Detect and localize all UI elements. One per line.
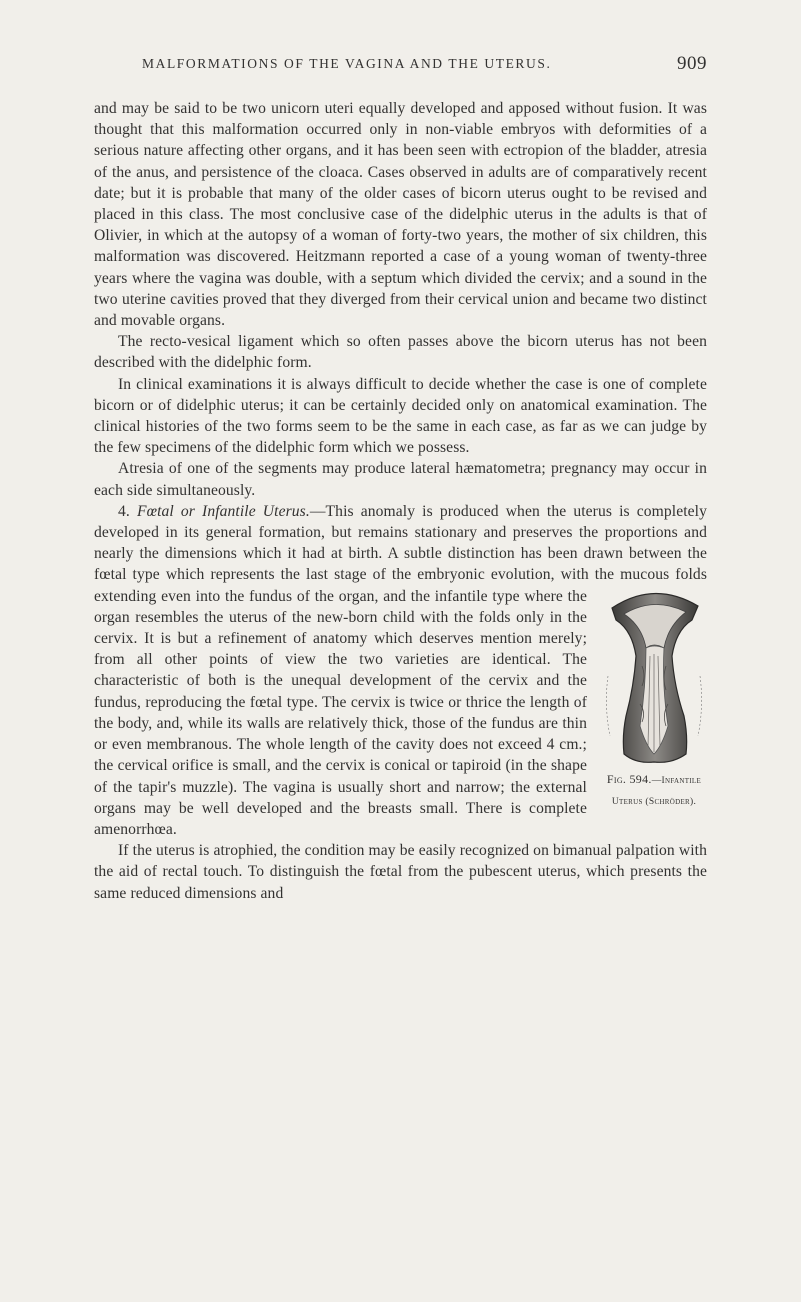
figure-594 <box>601 586 707 810</box>
body-text <box>94 98 707 904</box>
figure-caption-text: —Infantile Uterus <box>611 775 702 807</box>
page-number: 909 <box>677 53 707 74</box>
section-4-second-part: where the organ resembles the uterus of the new-born child with the folds only in the cervix. It is but a refinement of anatomy which deserves mention merely; from all other points of view the two varieties are identical. The characteristic of both is the unequal development of the cervix and the fundus, reproducing the fœtal type. The cervix is twice or thrice the length of the body, and, while its walls are relatively thick, those of the fundus are thin or even membranous. The whole length of the cavity does not exceed 4 cm.; the cervical orifice is small, and the cervix is conical or tapiroid (in the shape of the tapir's muzzle). The vagina is usually short and narrow; the external organs may be well developed and the breasts small. There is complete amenorrhœa. <box>94 587 587 838</box>
figure-label: Fig. 594. <box>606 771 652 786</box>
figure-attribution: (Schröder). <box>645 796 697 807</box>
paragraph: Atresia of one of the segments may produce lateral hæmatometra; pregnancy may occur in each side simultaneously. <box>94 460 707 499</box>
section-4-first-part: —This anomaly is produced when the uterus is completely developed in its general formation, but remains stationary and preserves the proportions and nearly the dimensions which it had at birth. A subtle distinction has been drawn between the fœtal type which represents the last stage of the embryonic evolution, with the mucous folds extending even into the fundus of the organ, and the infantile type <box>94 502 708 605</box>
section-number: 4. <box>118 502 130 520</box>
infantile-uterus-illustration <box>602 586 706 768</box>
running-head-title: MALFORMATIONS OF THE VAGINA AND THE UTERUS. <box>142 56 552 71</box>
paragraph: If the uterus is atrophied, the condition may be easily recognized on bimanual palpation with the aid of rectal touch. To distinguish the fœtal from the pubescent uterus, which presents the same reduced dimensions and <box>94 842 707 902</box>
paragraph: The recto-vesical ligament which so often passes above the bicorn uterus has not been described with the didelphic form. <box>94 333 707 372</box>
paragraph: In clinical examinations it is always difficult to decide whether the case is one of complete bicorn or of didelphic uterus; it can be certainly decided only on anatomical examination. The clinical histories of the two forms seem to be the same in each case, as far as we can judge by the few specimens of the didelphic form which we possess. <box>94 375 707 457</box>
section-heading: Fœtal or Infantile Uterus. <box>136 502 310 520</box>
paragraph: and may be said to be two unicorn uteri equally developed and apposed without fusion. It was thought that this malformation occurred only in non-viable embryos with deformities of a serious nature affecting other organs, and it has been seen with ectropion of the bladder, atresia of the anus, and persistence of the cloaca. Cases observed in adults are of comparatively recent date; but it is probable that many of the older cases of bicorn uterus ought to be revised and placed in this class. The most conclusive case of the didelphic uterus in the adults is that of Olivier, in which at the autopsy of a woman of forty-two years, the mother of six children, this malformation was discovered. Heitzmann reported a case of a young woman of twenty-three years where the vagina was double, with a septum which divided the cervix; and a sound in the two uterine cavities proved that they diverged from their cervical union and became two distinct and movable organs. <box>94 100 707 330</box>
figure-caption <box>606 771 702 807</box>
section-4-paragraph <box>94 501 707 840</box>
